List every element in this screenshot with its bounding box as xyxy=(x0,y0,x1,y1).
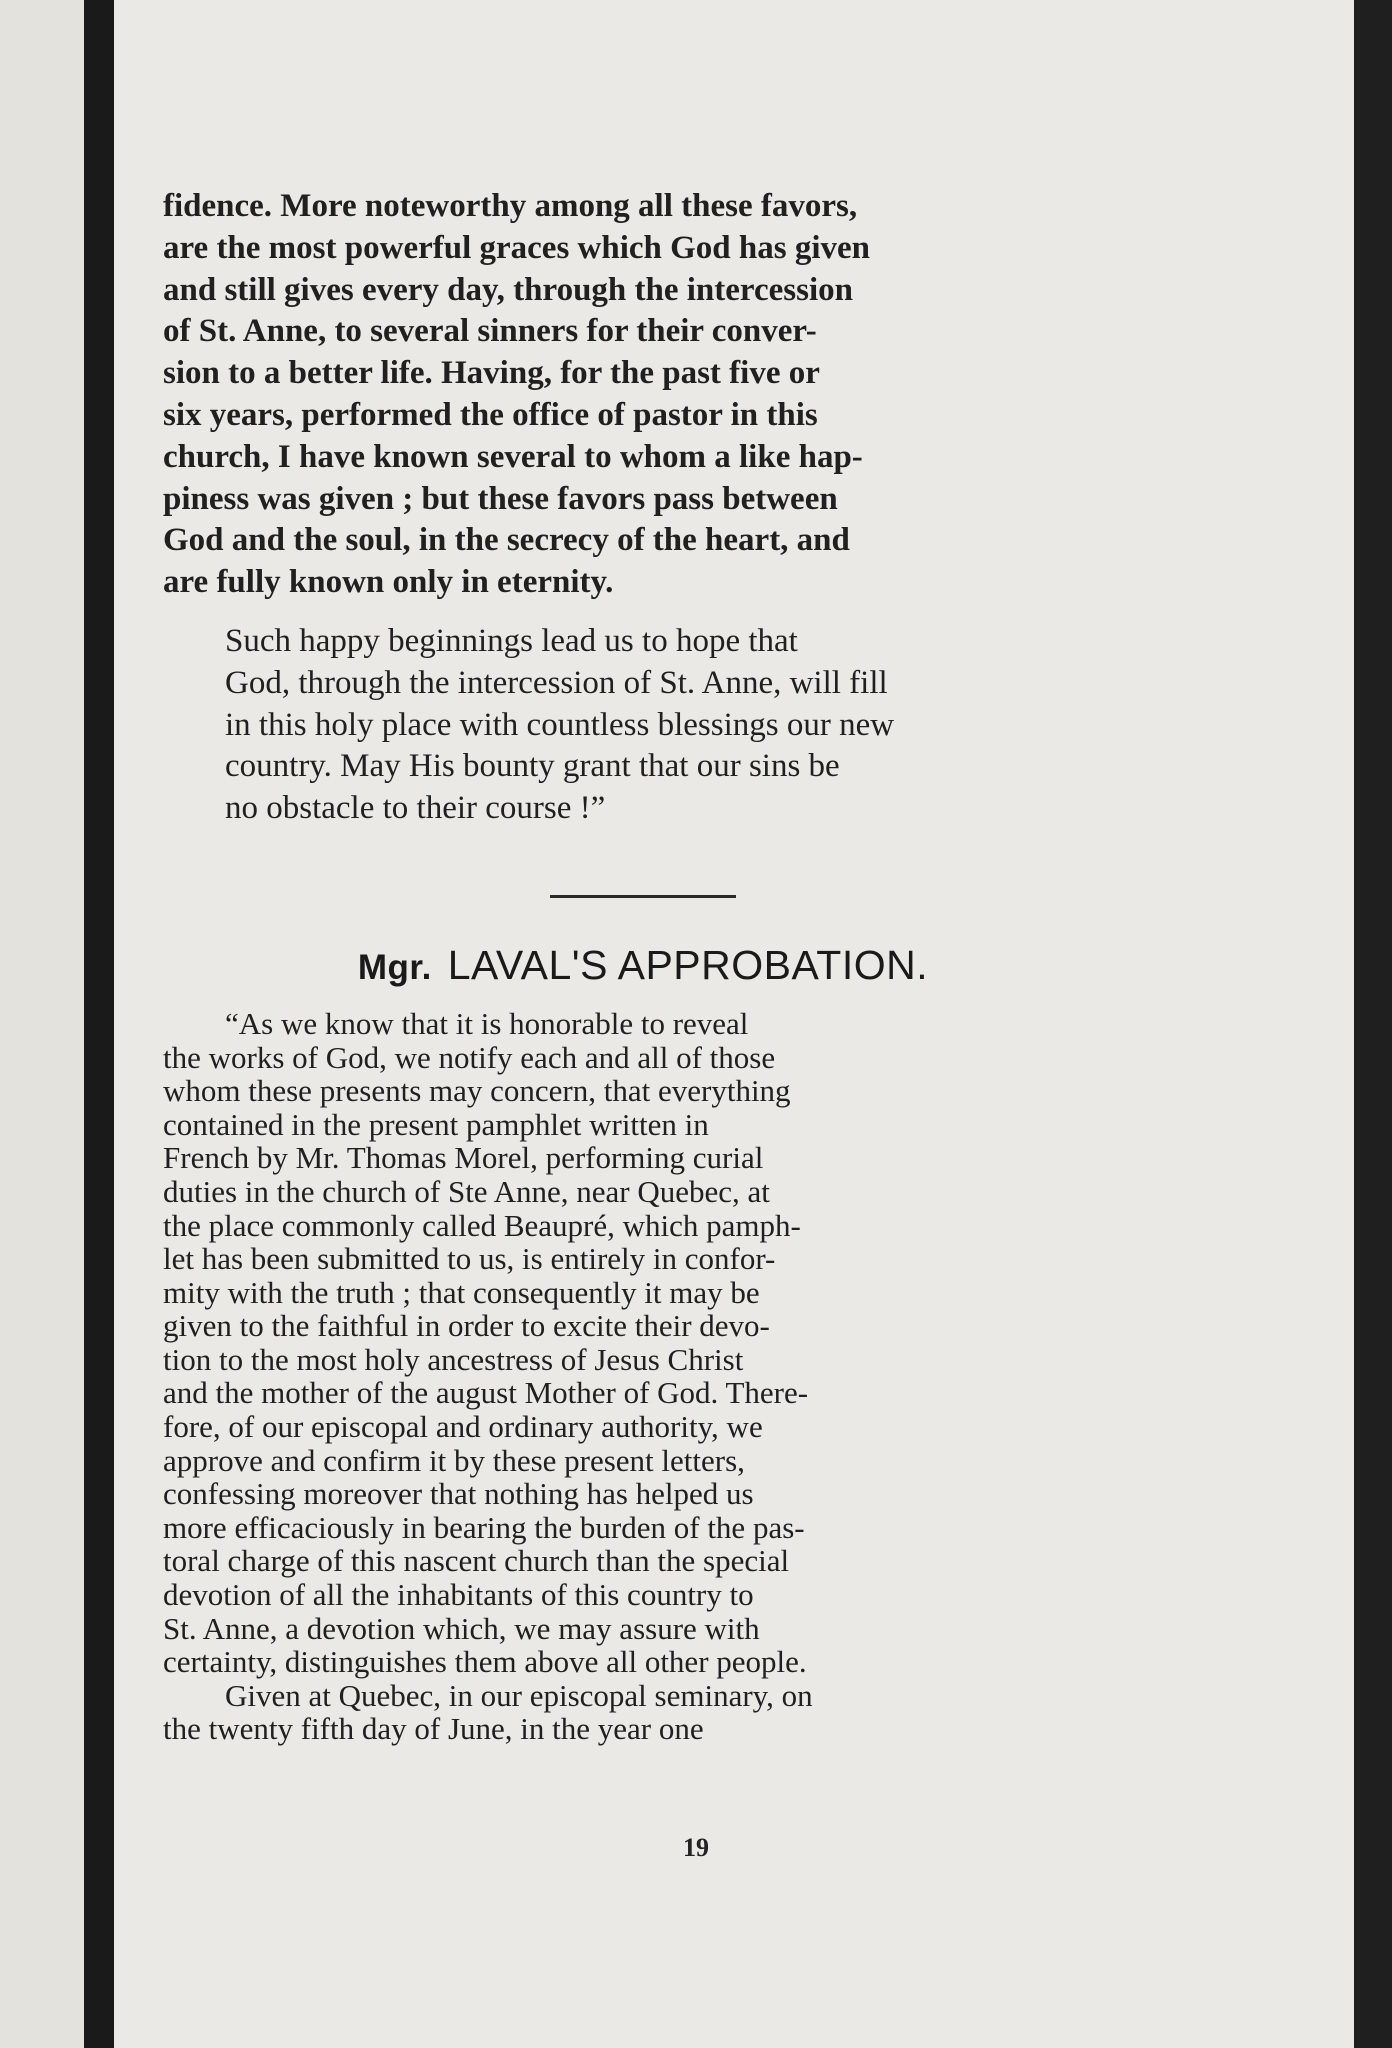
text-line: God, through the intercession of St. Anne, will fill xyxy=(225,664,888,701)
text-line: piness was given ; but these favors pass between xyxy=(163,480,838,517)
text-line: and the mother of the august Mother of God. There- xyxy=(163,1375,809,1411)
text-line: of St. Anne, to several sinners for their conver- xyxy=(163,313,817,350)
text-line: church, I have known several to whom a like hap- xyxy=(163,438,863,475)
text-line: the works of God, we notify each and all of those xyxy=(163,1039,776,1075)
text-line: devotion of all the inhabitants of this country to xyxy=(163,1577,754,1613)
text-line: are fully known only in eternity. xyxy=(163,564,614,601)
text-line: “As we know that it is honorable to reveal xyxy=(225,1005,749,1041)
text-line: duties in the church of Ste Anne, near Quebec, at xyxy=(163,1173,770,1209)
left-margin xyxy=(0,0,84,2048)
heading-prefix: Mgr. xyxy=(357,947,432,987)
heading-title: LAVAL'S APPROBATION. xyxy=(447,941,929,988)
text-line: in this holy place with countless blessings our new xyxy=(225,706,895,743)
right-edge-shadow xyxy=(1354,0,1392,2048)
text-line: the place commonly called Beaupré, which pamph- xyxy=(163,1207,801,1243)
text-line: certainty, distinguishes them above all other people. xyxy=(163,1644,807,1680)
text-line: St. Anne, a devotion which, we may assure with xyxy=(163,1610,760,1646)
text-line: fore, of our episcopal and ordinary authority, we xyxy=(163,1409,763,1445)
text-line: six years, performed the office of pastor in this xyxy=(163,396,818,433)
text-line: toral charge of this nascent church than the special xyxy=(163,1543,790,1579)
paragraph-given xyxy=(163,1679,1123,1746)
text-line: let has been submitted to us, is entirely in confor- xyxy=(163,1241,776,1277)
text-line: given to the faithful in order to excite their devo- xyxy=(163,1308,770,1344)
text-line: Such happy beginnings lead us to hope that xyxy=(225,622,798,659)
text-line: contained in the present pamphlet written in xyxy=(163,1106,709,1142)
text-line: are the most powerful graces which God has given xyxy=(163,229,871,266)
text-line: the twenty fifth day of June, in the year one xyxy=(163,1711,704,1747)
paragraph-beginnings xyxy=(163,621,1123,830)
text-line: French by Mr. Thomas Morel, performing curial xyxy=(163,1140,764,1176)
page-number: 19 xyxy=(683,1833,709,1862)
section-divider xyxy=(550,895,736,898)
text-line: fidence. More noteworthy among all these favors, xyxy=(163,188,858,224)
paragraph-approbation xyxy=(163,1007,1123,1679)
text-line: Given at Quebec, in our episcopal seminary, on xyxy=(225,1677,813,1713)
text-line: mity with the truth ; that consequently it may be xyxy=(163,1274,760,1310)
text-line: confessing moreover that nothing has helped us xyxy=(163,1476,754,1512)
page-text xyxy=(163,186,1123,1746)
text-line: sion to a better life. Having, for the past five or xyxy=(163,355,820,392)
text-line: country. May His bounty grant that our sins be xyxy=(225,748,840,785)
paragraph-favors xyxy=(163,186,1123,604)
left-binding-shadow xyxy=(84,0,114,2048)
text-line: no obstacle to their course !” xyxy=(225,790,606,827)
text-line: God and the soul, in the secrecy of the heart, and xyxy=(163,522,850,559)
text-line: more efficaciously in bearing the burden of the pas- xyxy=(163,1509,805,1545)
section-heading xyxy=(163,942,1123,989)
text-line: tion to the most holy ancestress of Jesus Christ xyxy=(163,1341,744,1377)
text-line: whom these presents may concern, that everything xyxy=(163,1073,791,1109)
text-line: approve and confirm it by these present letters, xyxy=(163,1442,745,1478)
text-line: and still gives every day, through the intercession xyxy=(163,271,853,308)
